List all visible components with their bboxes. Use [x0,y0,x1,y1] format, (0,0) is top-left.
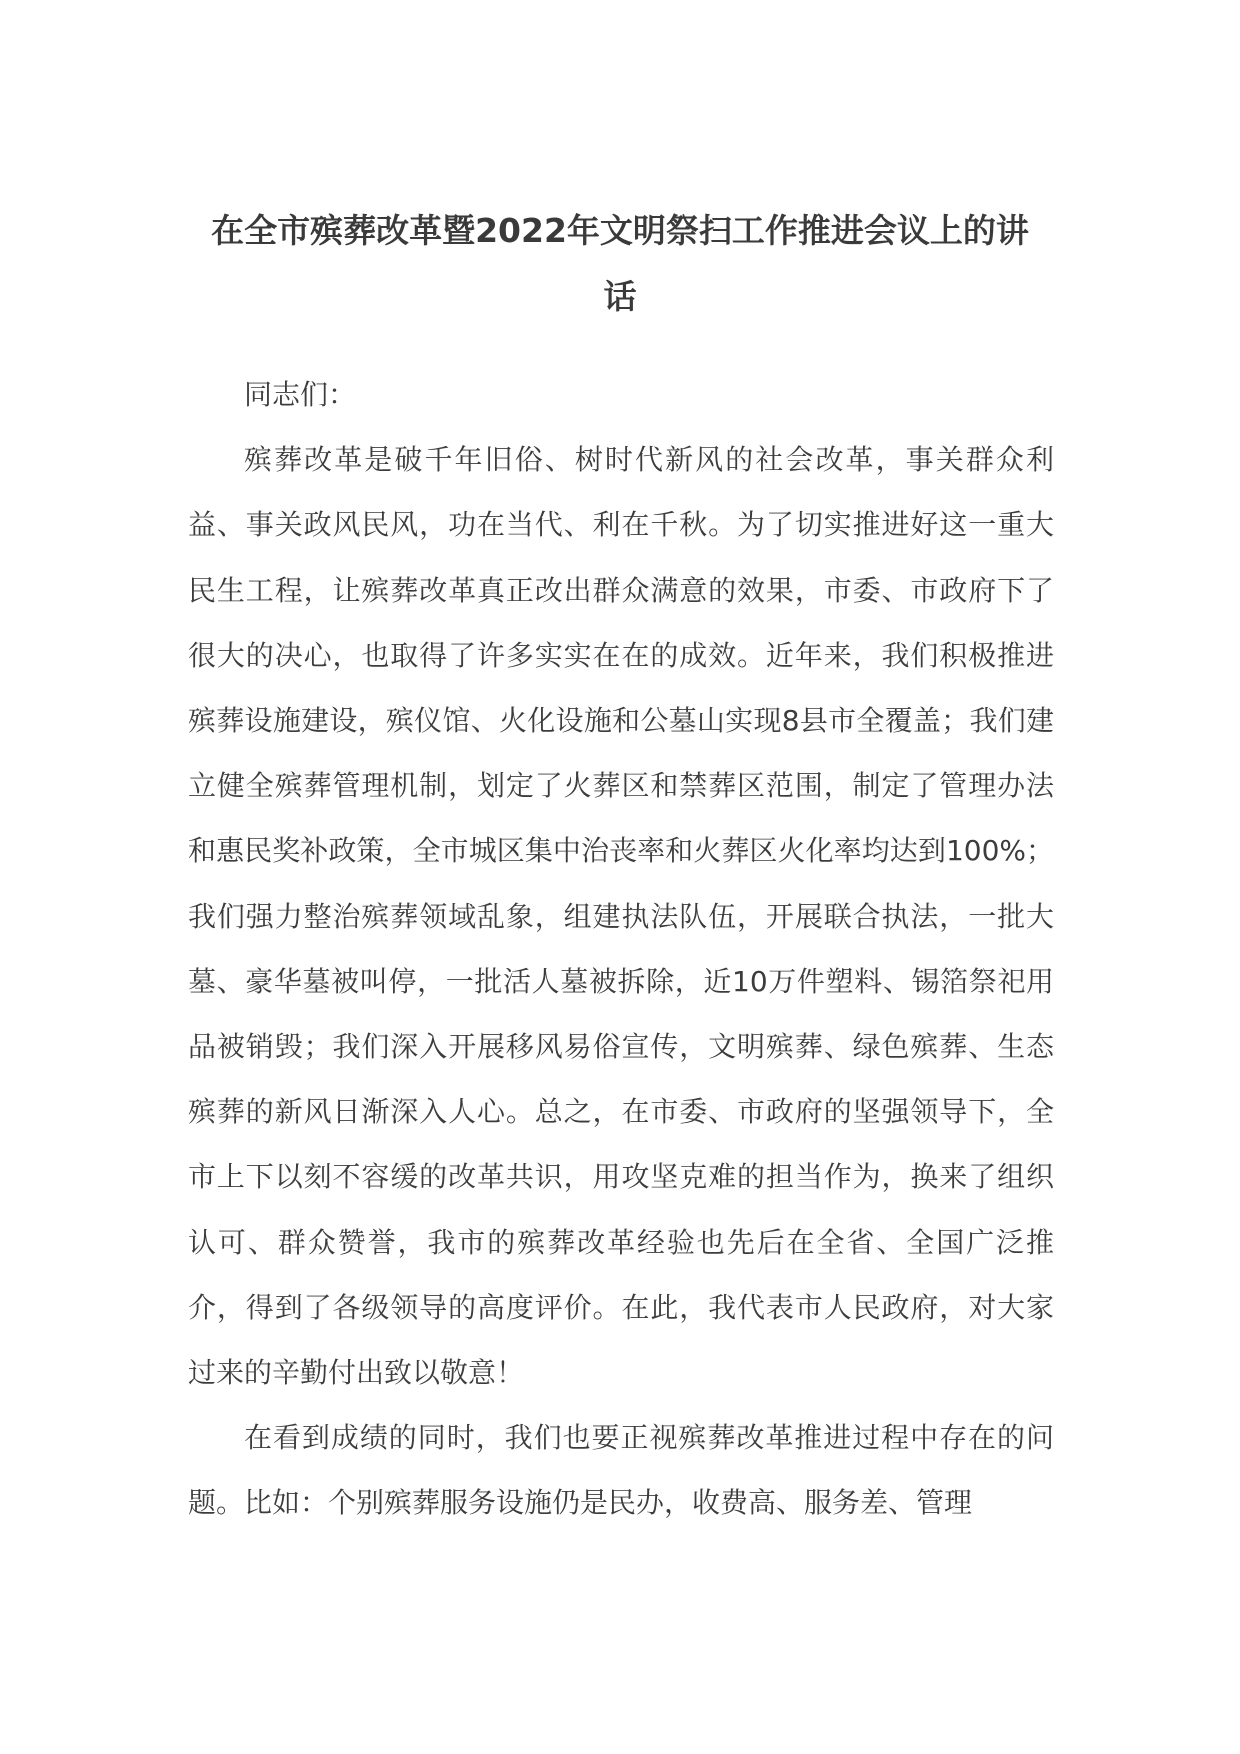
paragraph-1: 殡葬改革是破千年旧俗、树时代新风的社会改革，事关群众利益、事关政风民风，功在当代、利在千秋。为了切实推进好这一重大民生工程，让殡葬改革真正改出群众满意的效果，市委、市政府下了很大的决心，也取得了许多实实在在的成效。近年来，我们积极推进殡葬设施建设，殡仪馆、火化设施和公墓山实现8县市全覆盖；我们建立健全殡葬管理机制，划定了火葬区和禁葬区范围，制定了管理办法和惠民奖补政策，全市城区集中治丧率和火葬区火化率均达到100%；我们强力整治殡葬领域乱象，组建执法队伍，开展联合执法，一批大墓、豪华墓被叫停，一批活人墓被拆除，近10万件塑料、锡箔祭祀用品被销毁；我们深入开展移风易俗宣传，文明殡葬、绿色殡葬、生态殡葬的新风日渐深入人心。总之，在市委、市政府的坚强领导下，全市上下以刻不容缓的改革共识，用攻坚克难的担当作为，换来了组织认可、群众赞誉，我市的殡葬改革经验也先后在全省、全国广泛推介，得到了各级领导的高度评价。在此，我代表市人民政府，对大家过来的辛勤付出致以敬意！ [188,443,1054,1390]
document-title-line-1: 在全市殡葬改革暨2022年文明祭扫工作推进会议上的讲 [211,211,1029,250]
document-title [190,198,1050,330]
paragraph-2: 在看到成绩的同时，我们也要正视殡葬改革推进过程中存在的问题。比如：个别殡葬服务设施仍是民办，收费高、服务差、管理 [188,1421,1054,1520]
salutation: 同志们： [244,378,357,411]
document-title-line-2: 话 [603,277,637,316]
document-body [188,362,1054,1536]
